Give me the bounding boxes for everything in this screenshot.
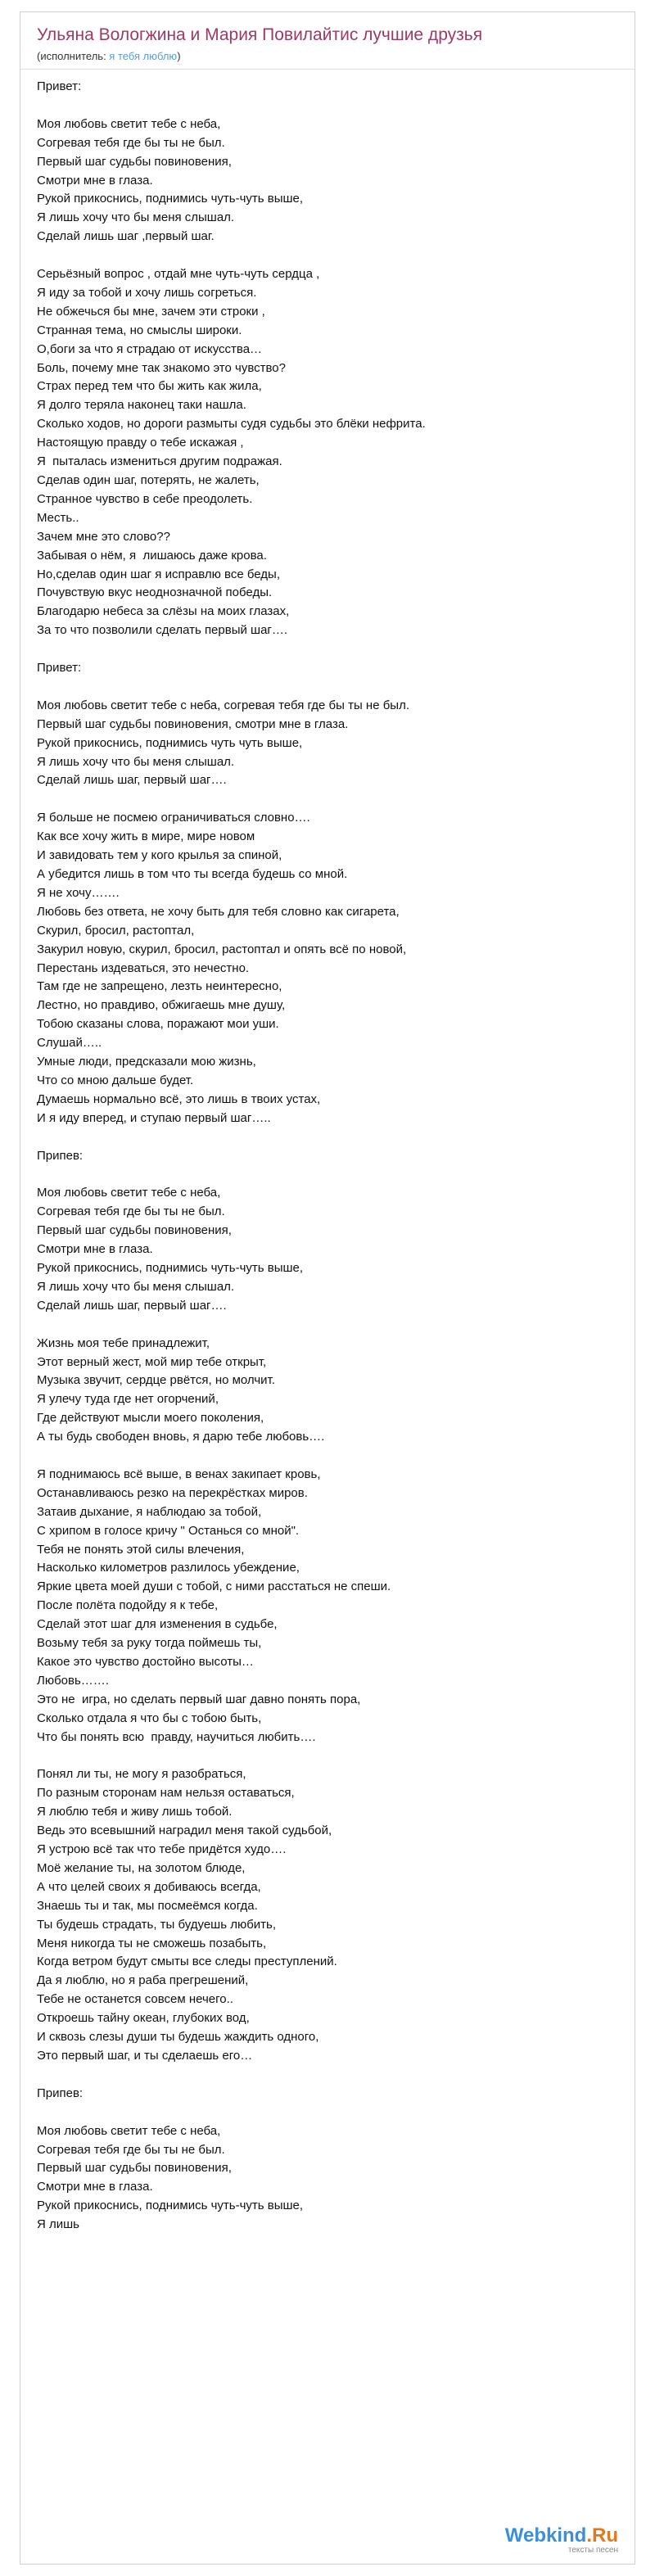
lyrics-line: После полёта подойду я к тебе,: [37, 1598, 219, 1613]
lyrics-line: Я лишь: [37, 2217, 79, 2232]
lyrics-line: Любовь…….: [37, 1673, 109, 1688]
lyrics-blank-line: [37, 640, 618, 659]
lyrics-line: Меня никогда ты не сможешь позабыть,: [37, 1936, 267, 1950]
lyrics-line: Сделай лишь шаг, первый шаг….: [37, 773, 227, 788]
lyrics-line: Сколько отдала я что бы с тобою быть,: [37, 1711, 262, 1725]
lyrics-line: Тобою сказаны слова, поражают мои уши.: [37, 1017, 279, 1032]
lyrics-line: Любовь без ответа, не хочу быть для тебя словно как сигарета,: [37, 904, 400, 919]
lyrics-line: Моя любовь светит тебе с неба,: [37, 116, 221, 131]
lyrics-line: Я люблю тебя и живу лишь тобой.: [37, 1805, 233, 1819]
lyrics-line: И завидовать тем у кого крылья за спиной,: [37, 848, 282, 863]
lyrics-line: Первый шаг судьбы повиновения,: [37, 2161, 232, 2176]
lyrics-line: Я устрою всё так что тебе придётся худо….: [37, 1842, 287, 1857]
lyrics-blank-line: [37, 678, 618, 697]
lyrics-page: [20, 11, 635, 2565]
lyrics-line: Смотри мне в глаза.: [37, 173, 153, 188]
lyrics-line: Рукой прикоснись, поднимись чуть чуть выше,: [37, 735, 303, 750]
lyrics-line: Моя любовь светит тебе с неба, согревая тебя где бы ты не был.: [37, 698, 410, 712]
lyrics-line: Привет:: [37, 661, 82, 676]
lyrics-line: Припев:: [37, 1148, 84, 1163]
lyrics-line: Жизнь моя тебе принадлежит,: [37, 1335, 210, 1350]
lyrics-text: [20, 70, 635, 2235]
lyrics-line: Этот верный жест, мой мир тебе открыт,: [37, 1354, 267, 1369]
lyrics-line: Понял ли ты, не могу я разобраться,: [37, 1767, 246, 1782]
lyrics-line: И сквозь слезы души ты будешь жаждить одного,: [37, 2030, 319, 2045]
lyrics-line: Слушай…..: [37, 1036, 102, 1051]
artist-prefix: (исполнитель:: [37, 50, 110, 62]
brand-name: [505, 2526, 618, 2546]
lyrics-line: Возьму тебя за руку тогда поймешь ты,: [37, 1636, 262, 1651]
lyrics-blank-line: [37, 1447, 618, 1466]
lyrics-line: За то что позволили сделать первый шаг….: [37, 623, 288, 638]
lyrics-line: Припев:: [37, 2086, 84, 2100]
lyrics-line: Ведь это всевышний наградил меня такой судьбой,: [37, 1824, 332, 1838]
lyrics-line: Это первый шаг, и ты сделаешь его…: [37, 2049, 253, 2063]
lyrics-line: Знаешь ты и так, мы посмеёмся когда.: [37, 1898, 258, 1913]
lyrics-line: Это не игра, но сделать первый шаг давно понять пора,: [37, 1692, 361, 1706]
lyrics-line: Серьёзный вопрос , отдай мне чуть-чуть сердца ,: [37, 267, 320, 282]
lyrics-line: По разным сторонам нам нельзя оставаться,: [37, 1786, 295, 1801]
lyrics-blank-line: [37, 1165, 618, 1184]
lyrics-line: Смотри мне в глаза.: [37, 2180, 153, 2194]
lyrics-line: Моя любовь светит тебе с неба,: [37, 2123, 221, 2138]
lyrics-line: Я долго теряла наконец таки нашла.: [37, 398, 246, 413]
song-header: [20, 12, 635, 70]
lyrics-line: Сделай лишь шаг, первый шаг….: [37, 1298, 227, 1313]
brand-main: Webkind: [504, 2524, 587, 2547]
lyrics-line: Скурил, бросил, растоптал,: [37, 923, 195, 938]
lyrics-line: Согревая тебя где бы ты не был.: [37, 1204, 225, 1219]
lyrics-line: Согревая тебя где бы ты не был.: [37, 135, 225, 150]
lyrics-line: Умные люди, предсказали мою жизнь,: [37, 1055, 256, 1069]
lyrics-line: Рукой прикоснись, поднимись чуть-чуть выше,: [37, 1260, 304, 1275]
lyrics-blank-line: [37, 246, 618, 265]
lyrics-line: Яркие цвета моей души с тобой, с ними расстаться не спеши.: [37, 1579, 391, 1594]
lyrics-line: Странное чувство в себе преодолеть.: [37, 491, 253, 506]
lyrics-line: И я иду вперед, и ступаю первый шаг…..: [37, 1110, 271, 1125]
artist-link[interactable]: я тебя люблю: [109, 50, 178, 62]
lyrics-line: А ты будь свободен вновь, я дарю тебе любовь….: [37, 1430, 325, 1444]
lyrics-line: Рукой прикоснись, поднимись чуть-чуть выше,: [37, 2199, 304, 2213]
lyrics-line: Думаешь нормально всё, это лишь в твоих устах,: [37, 1091, 321, 1106]
lyrics-line: А убедится лишь в том что ты всегда будешь со мной.: [37, 866, 348, 881]
lyrics-line: Какое это чувство достойно высоты…: [37, 1654, 254, 1669]
lyrics-line: С хрипом в голосе кричу " Останься со мной".: [37, 1523, 300, 1538]
lyrics-line: Боль, почему мне так знакомо это чувство?: [37, 360, 286, 375]
lyrics-blank-line: [37, 1747, 618, 1766]
lyrics-blank-line: [37, 2066, 618, 2085]
lyrics-line: Зачем мне это слово??: [37, 529, 170, 544]
lyrics-line: Я иду за тобой и хочу лишь согреться.: [37, 285, 257, 300]
lyrics-line: А что целей своих я добиваюсь всегда,: [37, 1879, 261, 1894]
lyrics-line: Как все хочу жить в мире, мире новом: [37, 829, 255, 844]
lyrics-line: Первый шаг судьбы повиновения, смотри мне в глаза.: [37, 716, 349, 731]
lyrics-line: Что бы понять всю правду, научиться любить….: [37, 1729, 316, 1744]
lyrics-line: Откроешь тайну океан, глубоких вод,: [37, 2011, 250, 2026]
lyrics-line: Когда ветром будут смыты все следы преступлений.: [37, 1955, 337, 1969]
lyrics-line: Что со мною дальше будет.: [37, 1073, 194, 1087]
lyrics-line: Я улечу туда где нет огорчений,: [37, 1392, 219, 1407]
lyrics-line: Благодарю небеса за слёзы на моих глазах,: [37, 604, 290, 619]
lyrics-line: Моё желание ты, на золотом блюде,: [37, 1860, 246, 1875]
lyrics-line: Я не хочу…….: [37, 885, 120, 900]
lyrics-blank-line: [37, 2104, 618, 2122]
lyrics-line: Почувствую вкус неоднозначной победы.: [37, 585, 273, 600]
lyrics-line: Тебе не останется совсем нечего..: [37, 1992, 233, 2007]
lyrics-line: Закурил новую, скурил, бросил, растоптал и опять всё по новой,: [37, 942, 407, 956]
lyrics-line: Я лишь хочу что бы меня слышал.: [37, 754, 235, 769]
lyrics-line: Привет:: [37, 79, 82, 93]
lyrics-line: Но,сделав один шаг я исправлю все беды,: [37, 567, 280, 581]
lyrics-line: О,боги за что я страдаю от искусства…: [37, 341, 263, 356]
lyrics-line: Я лишь хочу что бы меня слышал.: [37, 210, 235, 225]
lyrics-line: Забывая о нём, я лишаюсь даже крова.: [37, 548, 267, 563]
artist-suffix: ): [177, 50, 181, 62]
lyrics-line: Да я люблю, но я раба прегрешений,: [37, 1973, 249, 1988]
lyrics-line: Сколько ходов, но дороги размыты судя судьбы это блёки нефрита.: [37, 417, 426, 432]
lyrics-line: Смотри мне в глаза.: [37, 1242, 153, 1257]
lyrics-line: Насколько километров разлилось убеждение,: [37, 1561, 300, 1575]
lyrics-line: Сделай этот шаг для изменения в судьбе,: [37, 1617, 278, 1632]
lyrics-line: Месть..: [37, 510, 79, 525]
lyrics-line: Согревая тебя где бы ты не был.: [37, 2142, 225, 2157]
lyrics-line: Там где не запрещено, лезть неинтересно,: [37, 979, 282, 994]
site-logo[interactable]: [505, 2526, 618, 2556]
lyrics-blank-line: [37, 97, 618, 115]
lyrics-line: Лестно, но правдиво, обжигаешь мне душу,: [37, 998, 286, 1013]
lyrics-line: Где действуют мысли моего поколения,: [37, 1411, 264, 1426]
lyrics-line: Я поднимаюсь всё выше, в венах закипает кровь,: [37, 1467, 321, 1481]
lyrics-blank-line: [37, 790, 618, 809]
lyrics-line: Тебя не понять этой силы влечения,: [37, 1542, 245, 1557]
song-title: Ульяна Вологжина и Мария Повилайтис лучшие друзья: [37, 25, 483, 44]
brand-subtitle: тексты песен: [567, 2546, 618, 2555]
lyrics-line: Первый шаг судьбы повиновения,: [37, 1223, 232, 1238]
lyrics-line: Останавливаюсь резко на перекрёстках миров.: [37, 1485, 308, 1500]
lyrics-line: Музыка звучит, сердце рвётся, но молчит.: [37, 1373, 275, 1388]
lyrics-line: Сделав один шаг, потерять, не жалеть,: [37, 473, 260, 487]
lyrics-line: Настоящую правду о тебе искажая ,: [37, 436, 244, 450]
lyrics-blank-line: [37, 1316, 618, 1335]
lyrics-line: Сделай лишь шаг ,первый шаг.: [37, 229, 215, 244]
lyrics-line: Ты будешь страдать, ты будуешь любить,: [37, 1917, 277, 1932]
lyrics-line: Не обжечься бы мне, зачем эти строки ,: [37, 304, 265, 319]
lyrics-line: Страх перед тем что бы жить как жила,: [37, 379, 262, 394]
lyrics-line: Рукой прикоснись, поднимись чуть-чуть выше,: [37, 192, 304, 206]
artist-line: [37, 50, 618, 62]
lyrics-line: Странная тема, но смыслы широки.: [37, 323, 242, 337]
brand-tld: .Ru: [586, 2524, 618, 2547]
lyrics-line: Перестань издеваться, это нечестно.: [37, 960, 250, 975]
lyrics-blank-line: [37, 1128, 618, 1147]
lyrics-line: Моя любовь светит тебе с неба,: [37, 1186, 221, 1200]
lyrics-line: Затаив дыхание, я наблюдаю за тобой,: [37, 1504, 262, 1519]
lyrics-line: Я пыталась измениться другим подражая.: [37, 454, 282, 469]
lyrics-line: Первый шаг судьбы повиновения,: [37, 154, 232, 169]
lyrics-line: Я больше не посмею ограничиваться словно….: [37, 811, 310, 825]
lyrics-line: Я лишь хочу что бы меня слышал.: [37, 1279, 235, 1294]
